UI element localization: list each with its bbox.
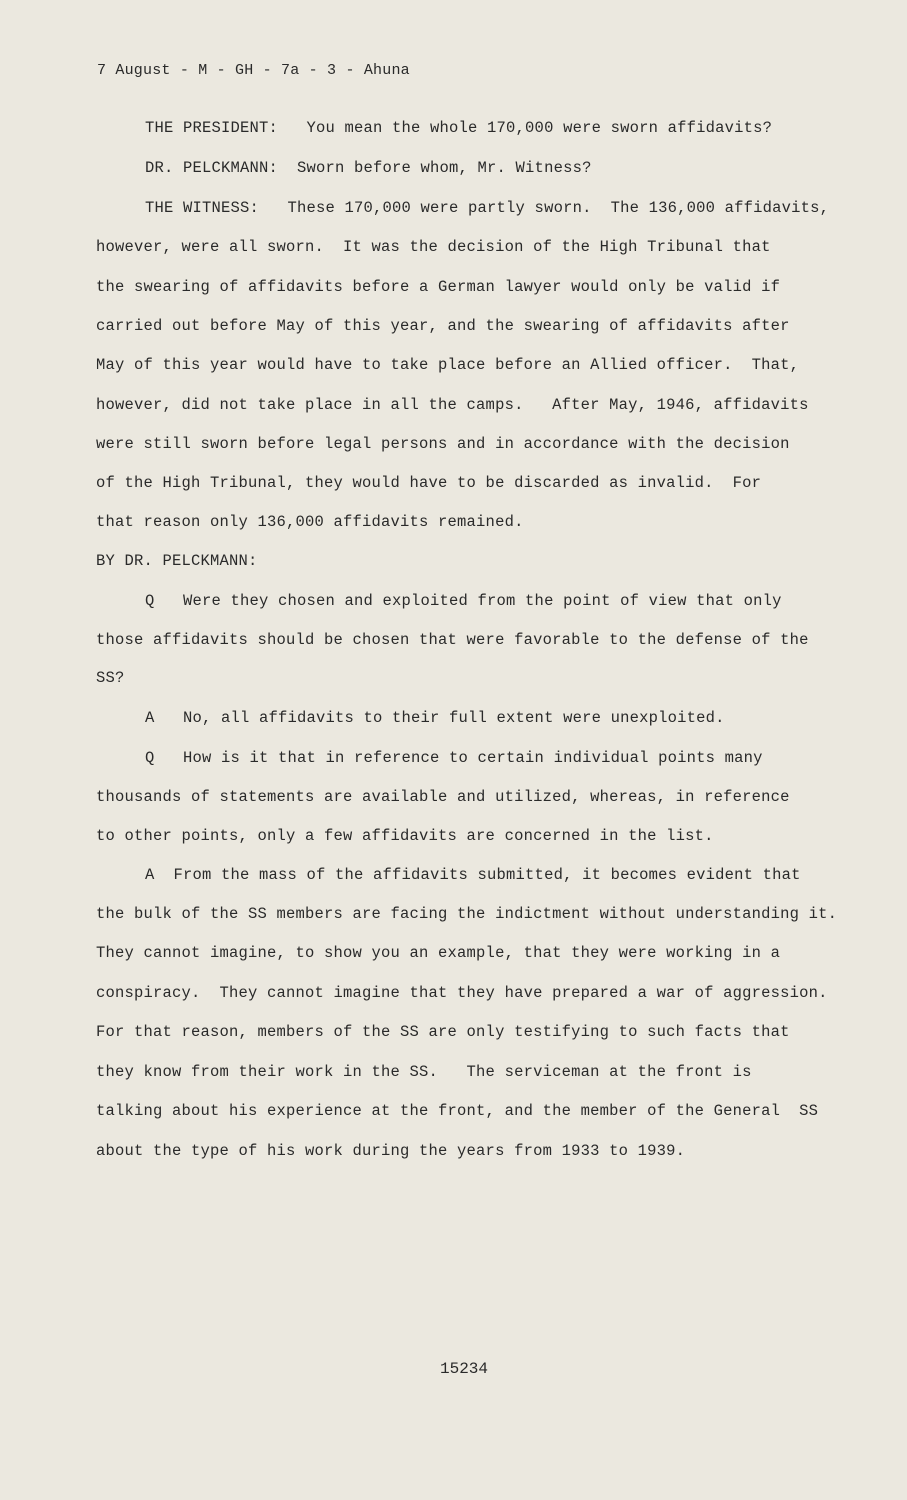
text-line: carried out before May of this year, and the swearing of affidavits after <box>96 317 790 335</box>
text-line: about the type of his work during the years from 1933 to 1939. <box>96 1142 686 1160</box>
text-line: May of this year would have to take place before an Allied officer. That, <box>96 356 800 374</box>
text-line: talking about his experience at the front, and the member of the General SS <box>96 1102 819 1120</box>
text-line: conspiracy. They cannot imagine that they have prepared a war of aggression. <box>96 984 828 1002</box>
text-line: to other points, only a few affidavits are concerned in the list. <box>96 827 714 845</box>
text-line: those affidavits should be chosen that were favorable to the defense of the <box>96 631 809 649</box>
page-number: 15234 <box>440 1360 489 1378</box>
question-line: Q Were they chosen and exploited from the point of view that only <box>145 592 782 610</box>
answer-line: A No, all affidavits to their full extent were unexploited. <box>145 709 725 727</box>
text-line: were still sworn before legal persons and in accordance with the decision <box>96 435 790 453</box>
text-line: DR. PELCKMANN: Sworn before whom, Mr. Witness? <box>145 159 592 177</box>
text-line: THE PRESIDENT: You mean the whole 170,000 were sworn affidavits? <box>145 119 773 137</box>
page-header: 7 August - M - GH - 7a - 3 - Ahuna <box>97 62 410 79</box>
text-line: For that reason, members of the SS are only testifying to such facts that <box>96 1023 790 1041</box>
text-line: that reason only 136,000 affidavits remained. <box>96 513 524 531</box>
text-line: they know from their work in the SS. The serviceman at the front is <box>96 1063 752 1081</box>
text-line: however, did not take place in all the camps. After May, 1946, affidavits <box>96 396 809 414</box>
text-line: They cannot imagine, to show you an example, that they were working in a <box>96 944 781 962</box>
question-line: Q How is it that in reference to certain individual points many <box>145 749 763 767</box>
text-line: SS? <box>96 669 125 687</box>
text-line: the bulk of the SS members are facing the indictment without understanding it. <box>96 905 838 923</box>
text-line: of the High Tribunal, they would have to be discarded as invalid. For <box>96 474 762 492</box>
section-heading: BY DR. PELCKMANN: <box>96 552 258 570</box>
text-line: thousands of statements are available and utilized, whereas, in reference <box>96 788 790 806</box>
answer-line: A From the mass of the affidavits submitted, it becomes evident that <box>145 866 801 884</box>
text-line: THE WITNESS: These 170,000 were partly sworn. The 136,000 affidavits, <box>145 199 830 217</box>
text-line: the swearing of affidavits before a German lawyer would only be valid if <box>96 278 781 296</box>
text-line: however, were all sworn. It was the decision of the High Tribunal that <box>96 238 771 256</box>
